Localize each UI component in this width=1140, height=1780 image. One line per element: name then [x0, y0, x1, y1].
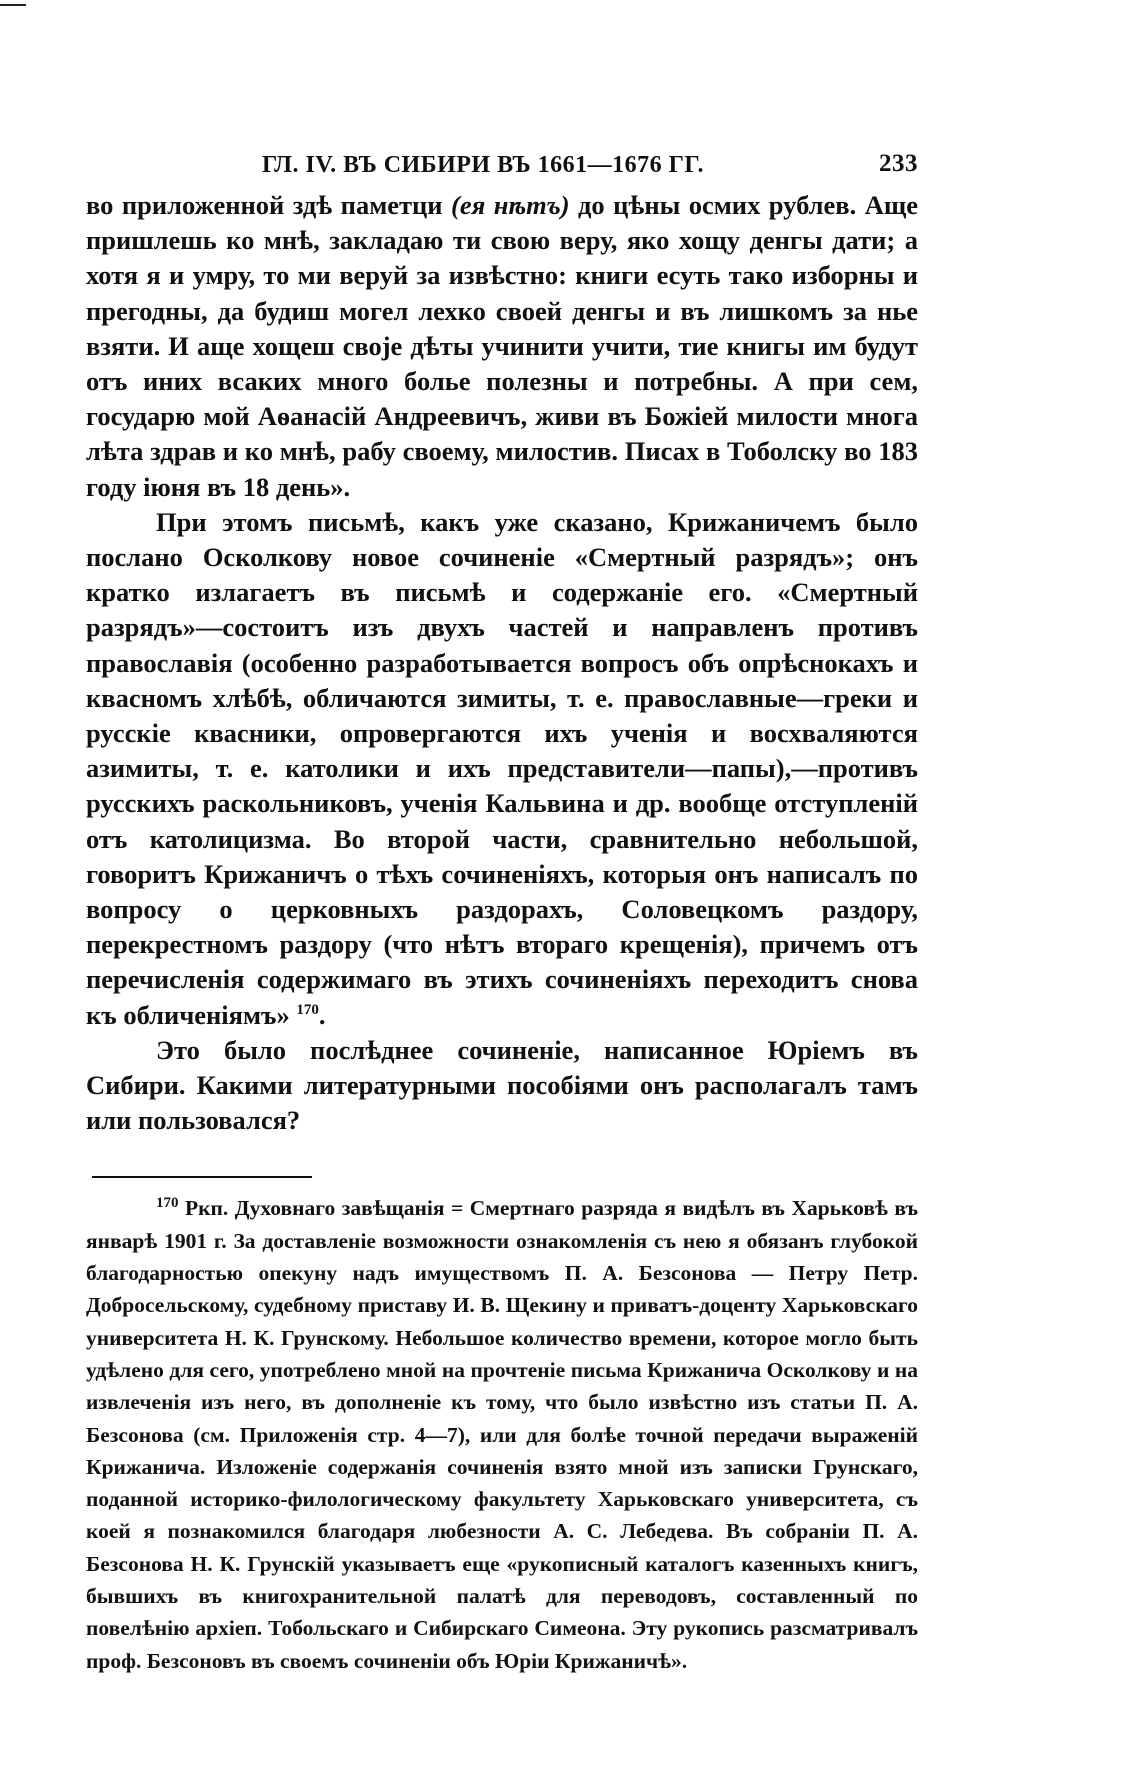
footnote-170 [86, 1192, 918, 1676]
footnotes [86, 1192, 918, 1676]
footnote-text: Ркп. Духовнаго завѣщанія = Смертнаго разряда я видѣлъ въ Харьковѣ въ январѣ 1901 г. За доставленіе возможности ознакомленія съ нею я обязанъ глубокой благодарностью опекуну надъ имуществомъ П. А. Безсонова — Петру Петр. Добросельскому, судебному приставу И. В. Щекину и приватъ-доценту Харьковскаго университета Н. К. Грунскому. Небольшое количество времени, которое могло быть удѣлено для сего, употреблено мной на прочтеніе письма Крижанича Осколкову и на извлеченія изъ него, въ дополненіе къ тому, что было извѣстно изъ статьи П. А. Безсонова (см. Приложенія стр. 4—7), или для болѣе точной передачи выраженій Крижанича. Изложеніе содержанія сочиненія взято мной изъ записки Грунскаго, поданной историко-филологическому факультету Харьковскаго университета, съ коей я познакомился благодаря любезности А. С. Лебедева. Въ собраніи П. А. Безсонова Н. К. Грунскій указываетъ еще «рукописный каталогъ казенныхъ книгъ, бывшихъ въ книгохранительной палатѣ для переводовъ, составленный по повелѣнію архіеп. Тобольскаго и Сибирскаго Симеона. Эту рукопись разсматривалъ проф. Безсоновъ въ своемъ сочиненіи объ Юріи Крижаничѣ». [86, 1196, 918, 1673]
main-text [86, 188, 918, 1138]
scan-edge-mark [0, 4, 26, 6]
italic-remark: (ея нѣтъ) [451, 190, 570, 220]
paragraph-last-work: Это было послѣднее сочиненіе, написанное Юріемъ въ Сибири. Какими литературными пособіями онъ располагалъ тамъ или пользовался? [86, 1034, 918, 1136]
footnote-number: 170 [156, 1195, 179, 1212]
paragraph-text: При этомъ письмѣ, какъ уже сказано, Крижаничемъ было послано Осколкову новое сочиненіе «Смертный разрядъ»; онъ кратко излагаетъ въ письмѣ и содержаніе его. «Смертный разрядъ»—состоитъ изъ двухъ частей и направленъ противъ православія (особенно разработывается вопросъ объ опрѣснокахъ и квасномъ хлѣбѣ, обличаются зимиты, т. е. православные—греки и русскіе квасники, опровергаются ихъ ученія и восхваляются азимиты, т. е. католики и ихъ представители—папы),—противъ русскихъ раскольниковъ, ученія Кальвина и др. вообще отступленій отъ католицизма. Во второй части, сравнительно небольшой, говоритъ Крижаничъ о тѣхъ сочиненіяхъ, которыя онъ написалъ по вопросу о церковныхъ раздорахъ, Соловецкомъ раздору, перекрестномъ раздору (что нѣтъ втораго крещенія), причемъ отъ перечисленія содержимаго въ этихъ сочиненіяхъ переходитъ снова къ обличеніямъ» [86, 506, 918, 1030]
page-number: 233 [879, 150, 918, 177]
footnote-divider [92, 1176, 312, 1178]
book-page [86, 148, 918, 1677]
paragraph-letter-quote: во приложенной здѣ паметци (ея нѣтъ) до цѣны осмих рублев. Аще пришлешь ко мнѣ, закладаю ти свою веру, яко хощу денгы дати; а хотя я и умру, то ми веруй за извѣстно: книги есуть тако изборны и прегодны, да будиш могел лехко своей денгы и въ лишкомъ за нье взяти. И аще хощеш своје дѣты учинити учити, тие книгы им будут отъ иних всаких много болье полезны и потребны. А при сем, государю мой Аѳанасій Андреевичъ, живи въ Божіей милости многа лѣта здрав и ко мнѣ, рабу своему, милостив. Писах в Тоболску во 183 году іюня въ 18 день». [86, 190, 918, 502]
footnote-reference: 170 [296, 1001, 319, 1018]
paragraph-smertny-razryad: При этомъ письмѣ, какъ уже сказано, Крижаничемъ было послано Осколкову новое сочиненіе «Смертный разрядъ»; онъ кратко излагаетъ въ письмѣ и содержаніе его. «Смертный разрядъ»—состоитъ изъ двухъ частей и направленъ противъ православія (особенно разработывается вопросъ объ опрѣснокахъ и квасномъ хлѣбѣ, обличаются зимиты, т. е. православные—греки и русскіе квасники, опровергаются ихъ ученія и восхваляются азимиты, т. е. католики и ихъ представители—папы),—противъ русскихъ раскольниковъ, ученія Кальвина и др. вообще отступленій отъ католицизма. Во второй части, сравнительно небольшой, говоритъ Крижаничъ о тѣхъ сочиненіяхъ, которыя онъ написалъ по вопросу о церковныхъ раздорахъ, Соловецкомъ раздору, перекрестномъ раздору (что нѣтъ втораго крещенія), причемъ отъ перечисленія содержимаго въ этихъ сочиненіяхъ переходитъ снова къ обличеніямъ» $^{170}$. [86, 506, 918, 1030]
running-head [86, 148, 918, 188]
running-title: ГЛ. IV. ВЪ СИБИРИ ВЪ 1661—1676 ГГ. [262, 152, 704, 178]
